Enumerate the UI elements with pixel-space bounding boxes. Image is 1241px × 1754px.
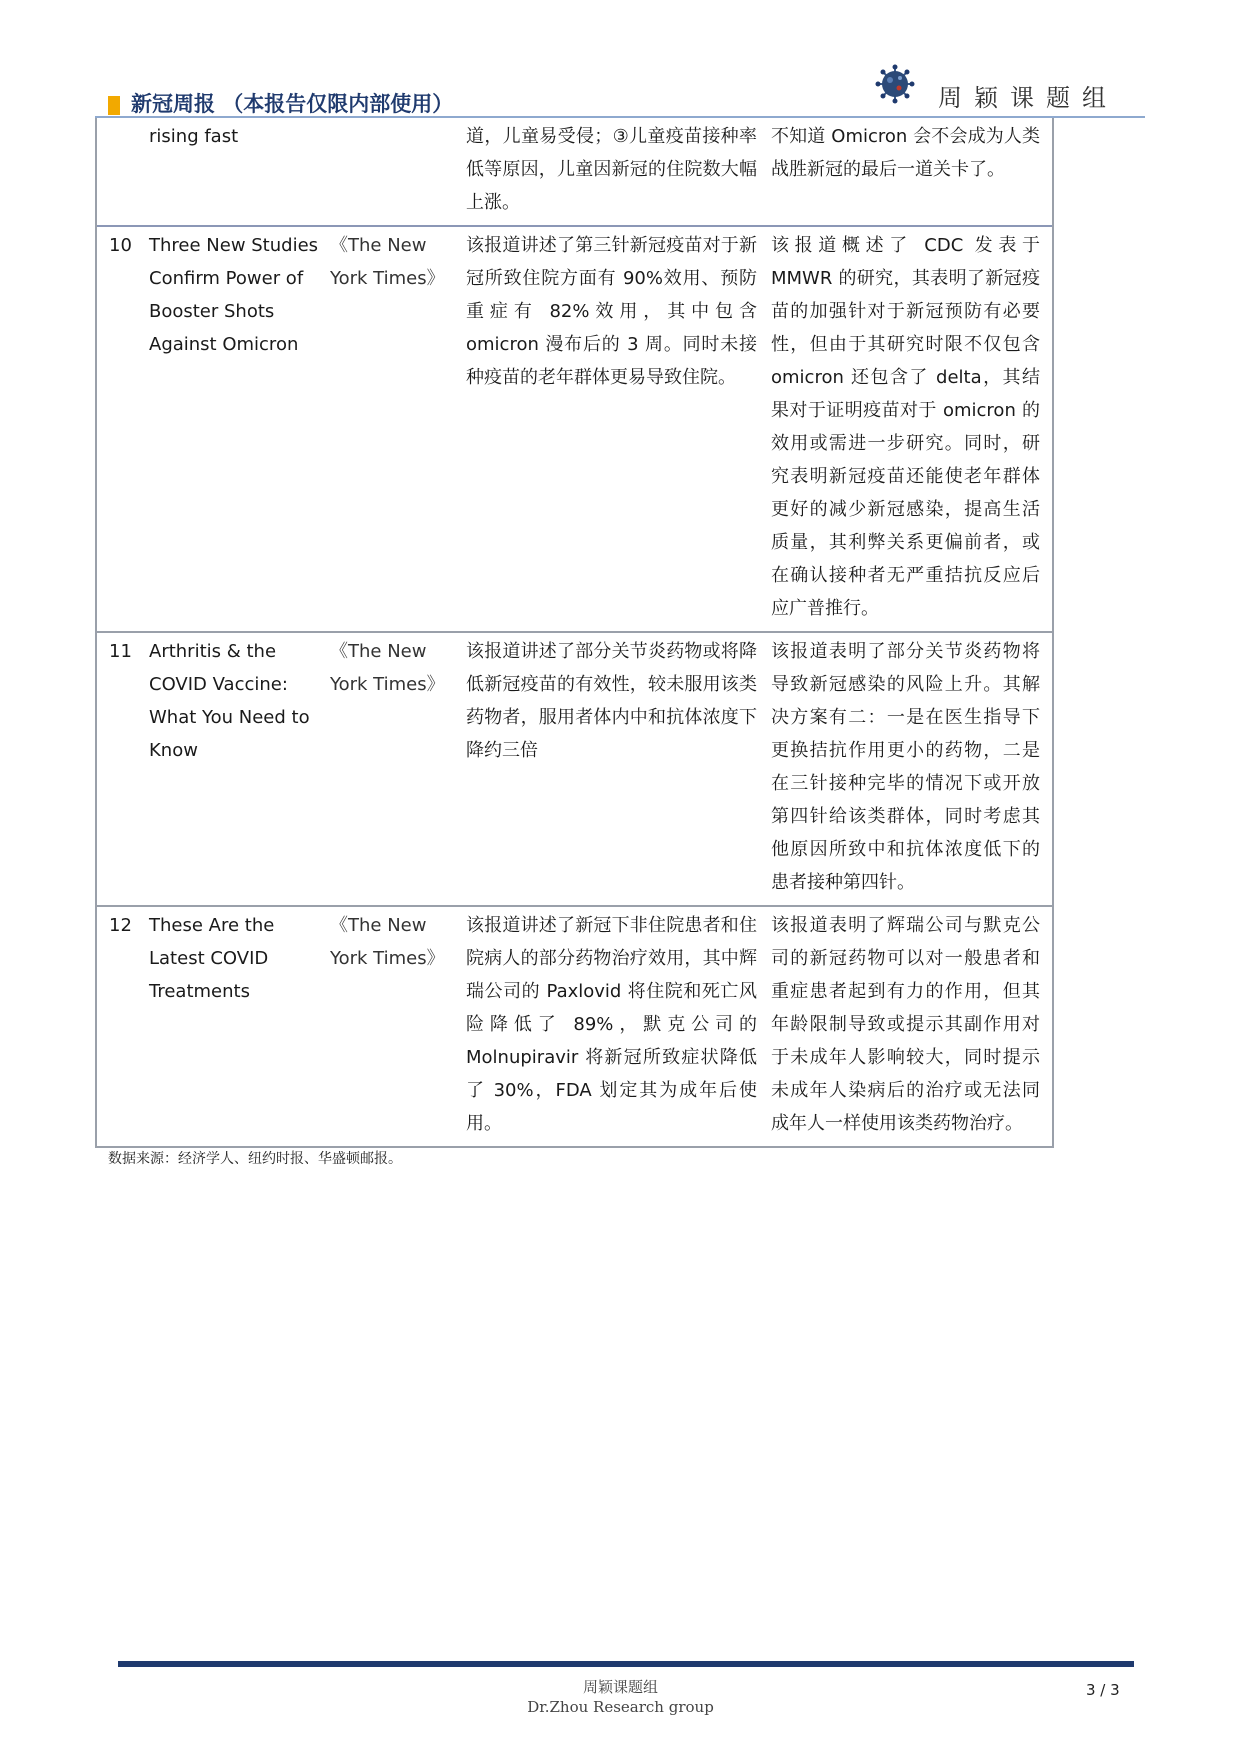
title-marker xyxy=(108,96,120,115)
article-summary: 道，儿童易受侵；③儿童疫苗接种率低等原因，儿童因新冠的住院数大幅上涨。 xyxy=(466,126,757,213)
article-title: Three New Studies Confirm Power of Booster Shots Against Omicron xyxy=(149,235,319,355)
article-comment: 该报道表明了部分关节炎药物将导致新冠感染的风险上升。其解决方案有二：一是在医生指导下更换拮抗作用更小的药物，二是在三针接种完毕的情况下或开放第四针给该类群体，同时考虑其他原因所致中和抗体浓度低下的患者接种第四针。 xyxy=(771,641,1040,893)
footer-group-cn: 周颖课题组 xyxy=(582,1678,658,1696)
table-row xyxy=(97,633,1052,907)
article-title: rising fast xyxy=(149,126,239,147)
article-comment: 该报道表明了辉瑞公司与默克公司的新冠药物可以对一般患者和重症患者起到有力的作用，但其年龄限制导致或提示其副作用对于未成年人影响较大，同时提示未成年人染病后的治疗或无法同成年人一样使用该类药物治疗。 xyxy=(771,915,1040,1134)
article-source: 《The New York Times》 xyxy=(330,641,445,695)
page-number: 3 / 3 xyxy=(1086,1681,1120,1699)
table-row xyxy=(97,118,1052,227)
table-row xyxy=(97,907,1052,1148)
row-number xyxy=(97,118,141,225)
row-number: 10 xyxy=(109,235,132,256)
article-source: 《The New York Times》 xyxy=(330,235,445,289)
article-summary: 该报道讲述了部分关节炎药物或将降低新冠疫苗的有效性，较未服用该类药物者，服用者体内中和抗体浓度下降约三倍 xyxy=(466,641,757,761)
page-header xyxy=(0,0,1241,120)
article-title: Arthritis & the COVID Vaccine: What You Need to Know xyxy=(149,641,310,761)
footer-group-en: Dr.Zhou Research group xyxy=(527,1698,714,1716)
article-comment: 该报道概述了 CDC 发表于 MMWR 的研究，其表明了新冠疫苗的加强针对于新冠预防有必要性，但由于其研究时限不仅包含 omicron 还包含了 delta，其结果对于证明疫苗对于 omicron 的效用或需进一步研究。同时，研究表明新冠疫苗还能使老年群体更好的减少新冠感染，提高生活质量，其利弊关系更偏前者，或在确认接种者无严重拮抗反应后应广普推行。 xyxy=(771,235,1040,619)
row-number: 11 xyxy=(109,641,132,662)
research-group-name: 周颖课题组 xyxy=(938,84,1118,112)
article-title: These Are the Latest COVID Treatments xyxy=(149,915,275,1002)
report-title: 新冠周报 （本报告仅限内部使用） xyxy=(131,92,454,116)
article-summary: 该报道讲述了新冠下非住院患者和住院病人的部分药物治疗效用，其中辉瑞公司的 Paxlovid 将住院和死亡风险降低了 89%，默克公司的 Molnupiravir 将新冠所致症状降低了 30%，FDA 划定其为成年后使用。 xyxy=(466,915,757,1134)
news-table xyxy=(95,118,1054,1148)
data-source-note: 数据来源：经济学人、纽约时报、华盛顿邮报。 xyxy=(108,1151,402,1167)
article-source xyxy=(326,118,464,225)
article-source: 《The New York Times》 xyxy=(330,915,445,969)
row-number: 12 xyxy=(109,915,132,936)
article-comment: 不知道 Omicron 会不会成为人类战胜新冠的最后一道关卡了。 xyxy=(771,126,1040,180)
footer-divider xyxy=(118,1661,1134,1667)
article-summary: 该报道讲述了第三针新冠疫苗对于新冠所致住院方面有 90%效用、预防重症有 82%效用，其中包含 omicron 漫布后的 3 周。同时未接种疫苗的老年群体更易导致住院。 xyxy=(466,235,757,388)
virus-logo-icon xyxy=(875,64,915,104)
table-row xyxy=(97,227,1052,633)
